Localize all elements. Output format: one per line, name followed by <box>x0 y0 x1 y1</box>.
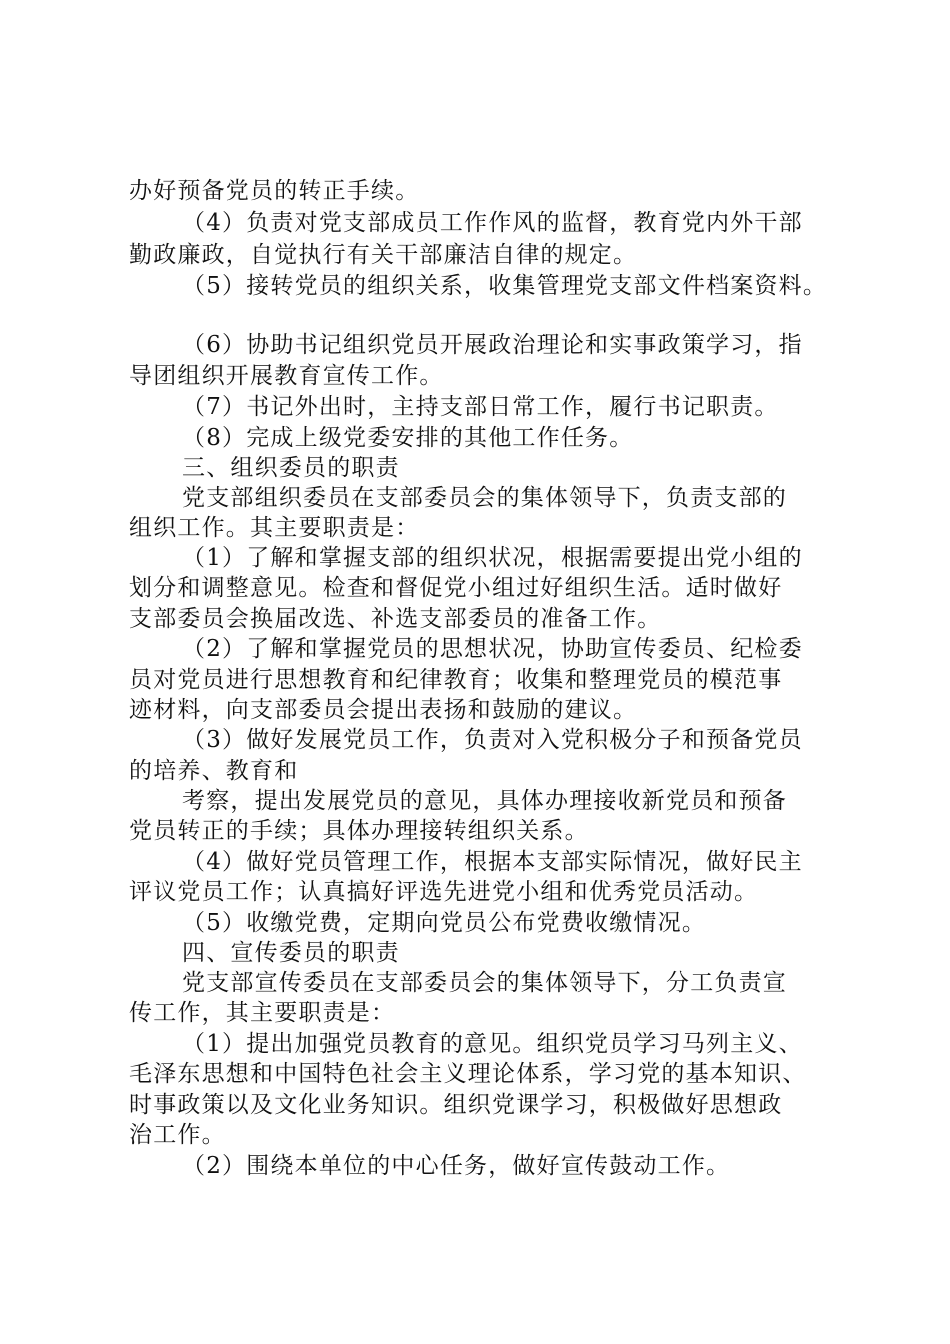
text-line: 评议党员工作；认真搞好评选先进党小组和优秀党员活动。 <box>129 879 759 905</box>
text-line: 划分和调整意见。检查和督促党小组过好组织生活。适时做好 <box>129 575 783 601</box>
text-line: 党支部组织委员在支部委员会的集体领导下，负责支部的 <box>182 485 787 511</box>
text-line: （6）协助书记组织党员开展政治理论和实事政策学习，指 <box>182 332 803 358</box>
text-line: （4）做好党员管理工作，根据本支部实际情况，做好民主 <box>182 849 803 875</box>
text-line: （2）围绕本单位的中心任务，做好宣传鼓动工作。 <box>182 1153 731 1179</box>
text-line: （3）做好发展党员工作，负责对入党积极分子和预备党员 <box>182 727 803 753</box>
text-line: 导团组织开展教育宣传工作。 <box>129 363 444 389</box>
text-line: 组织工作。其主要职责是： <box>129 515 420 541</box>
section-heading: 四、宣传委员的职责 <box>182 940 400 966</box>
text-line: 员对党员进行思想教育和纪律教育；收集和整理党员的模范事 <box>129 667 783 693</box>
text-line: 迹材料，向支部委员会提出表扬和鼓励的建议。 <box>129 697 638 723</box>
text-line: （1）提出加强党员教育的意见。组织党员学习马列主义、 <box>182 1031 803 1057</box>
text-line: （1）了解和掌握支部的组织状况，根据需要提出党小组的 <box>182 545 803 571</box>
text-line: （5）收缴党费，定期向党员公布党费收缴情况。 <box>182 910 707 936</box>
text-line: 治工作。 <box>129 1122 226 1148</box>
text-line: 党员转正的手续；具体办理接转组织关系。 <box>129 818 589 844</box>
text-line: （4）负责对党支部成员工作作风的监督，教育党内外干部 <box>182 210 803 236</box>
text-line: 考察，提出发展党员的意见，具体办理接收新党员和预备 <box>182 788 787 814</box>
text-line: 党支部宣传委员在支部委员会的集体领导下，分工负责宣 <box>182 970 787 996</box>
text-line: （5）接转党员的组织关系，收集管理党支部文件档案资料。 <box>182 273 828 299</box>
text-line: 办好预备党员的转正手续。 <box>129 178 420 204</box>
text-line: 的培养、教育和 <box>129 758 299 784</box>
text-line: 勤政廉政，自觉执行有关干部廉洁自律的规定。 <box>129 242 638 268</box>
text-line: 传工作，其主要职责是： <box>129 1000 396 1026</box>
text-line: 支部委员会换届改选、补选支部委员的准备工作。 <box>129 606 662 632</box>
text-line: （2）了解和掌握党员的思想状况，协助宣传委员、纪检委 <box>182 636 803 662</box>
section-heading: 三、组织委员的职责 <box>182 455 400 481</box>
text-line: （8）完成上级党委安排的其他工作任务。 <box>182 425 634 451</box>
text-line: 时事政策以及文化业务知识。组织党课学习，积极做好思想政 <box>129 1092 783 1118</box>
text-line: （7）书记外出时，主持支部日常工作，履行书记职责。 <box>182 394 779 420</box>
text-line: 毛泽东思想和中国特色社会主义理论体系，学习党的基本知识、 <box>129 1061 807 1087</box>
